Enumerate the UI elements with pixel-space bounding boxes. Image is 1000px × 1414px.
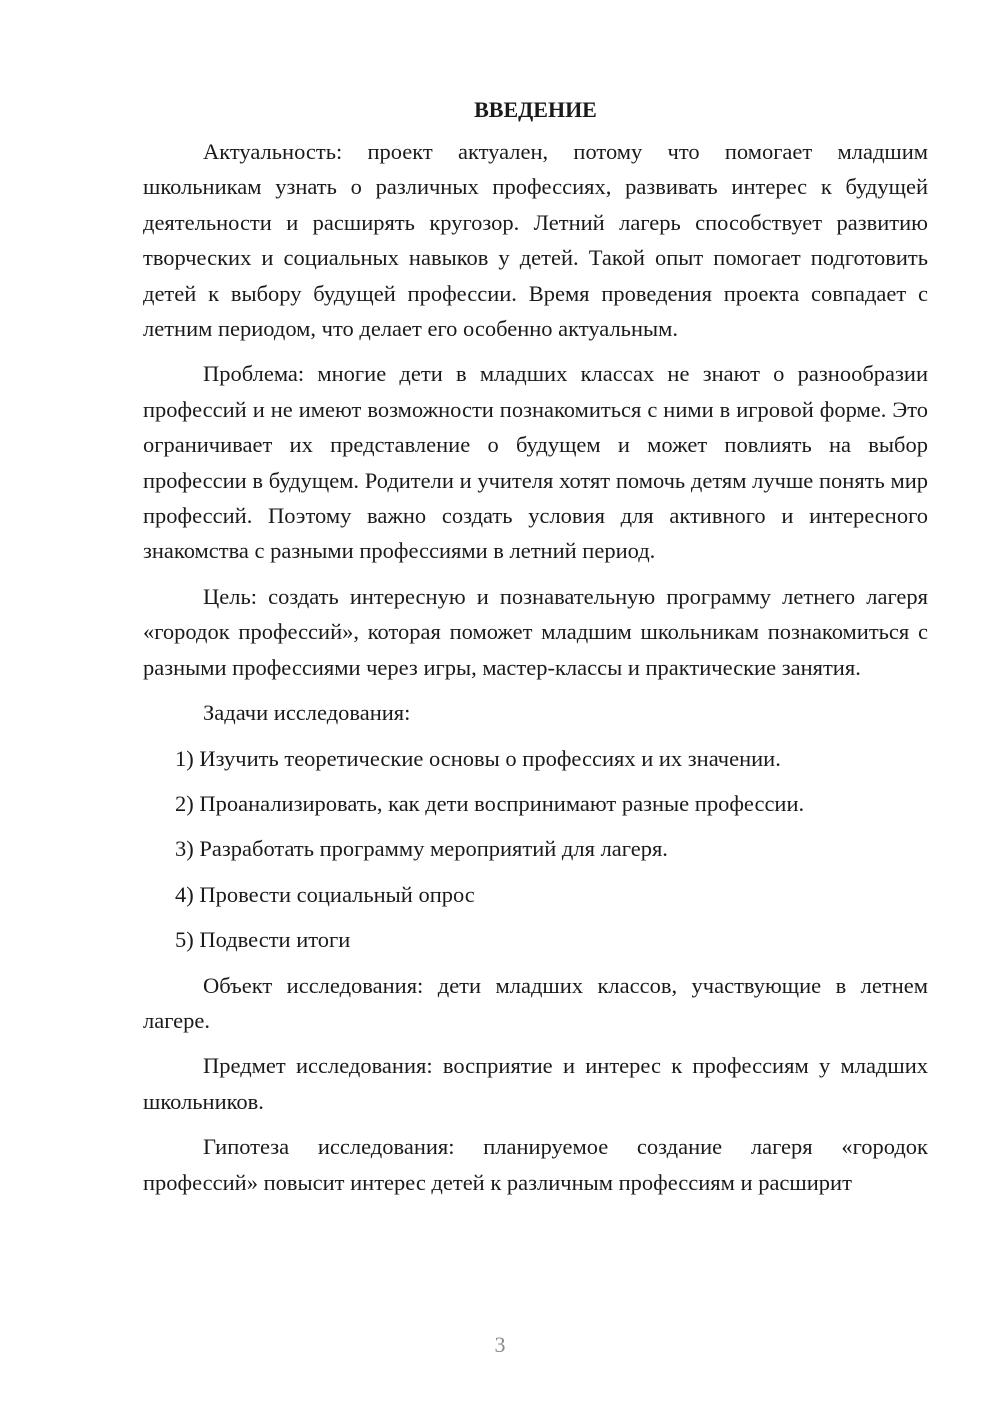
task-item-5: 5) Подвести итоги bbox=[175, 927, 351, 953]
subject-paragraph: Предмет исследования: восприятие и интерес к профессиям у младших школьников. bbox=[143, 1053, 928, 1114]
object-paragraph: Объект исследования: дети младших классов, участвующие в летнем лагере. bbox=[143, 972, 928, 1033]
relevance-paragraph: Актуальность: проект актуален, потому что помогает младшим школьникам узнать о различных профессиях, развивать интерес к будущей деятельности и расширять кругозор. Летний лагерь способствует развитию творческих и социальных навыков у детей. Такой опыт помогает подготовить детей к выбору будущей профессии. Время проведения проекта совпадает с летним периодом, что делает его особенно актуальным. bbox=[143, 139, 928, 342]
problem-paragraph: Проблема: многие дети в младших классах не знают о разнообразии профессий и не имеют возможности познакомиться с ними в игровой форме. Это ограничивает их представление о будущем и может повлиять на выбор профессии в будущем. Родители и учителя хотят помочь детям лучше понять мир профессий. Поэтому важно создать условия для активного и интересного знакомства с разными профессиями в летний период. bbox=[143, 361, 928, 564]
task-item-4: 4) Провести социальный опрос bbox=[175, 881, 475, 907]
hypothesis-paragraph: Гипотеза исследования: планируемое создание лагеря «городок профессий» повысит интерес детей к различным профессиям и расширит bbox=[143, 1134, 928, 1195]
document-page bbox=[143, 92, 928, 1210]
task-item-3: 3) Разработать программу мероприятий для лагеря. bbox=[175, 836, 668, 862]
page-number: 3 bbox=[494, 1332, 506, 1357]
page-title: ВВЕДЕНИЕ bbox=[474, 97, 597, 122]
tasks-heading: Задачи исследования: bbox=[203, 700, 411, 726]
tasks-list bbox=[143, 741, 928, 958]
goal-paragraph: Цель: создать интересную и познавательную программу летнего лагеря «городок профессий», которая поможет младшим школьникам познакомиться с разными профессиями через игры, мастер-классы и практические занятия. bbox=[143, 583, 928, 680]
task-item-2: 2) Проанализировать, как дети воспринимают разные профессии. bbox=[175, 790, 805, 816]
task-item-1: 1) Изучить теоретические основы о профессиях и их значении. bbox=[175, 745, 781, 771]
